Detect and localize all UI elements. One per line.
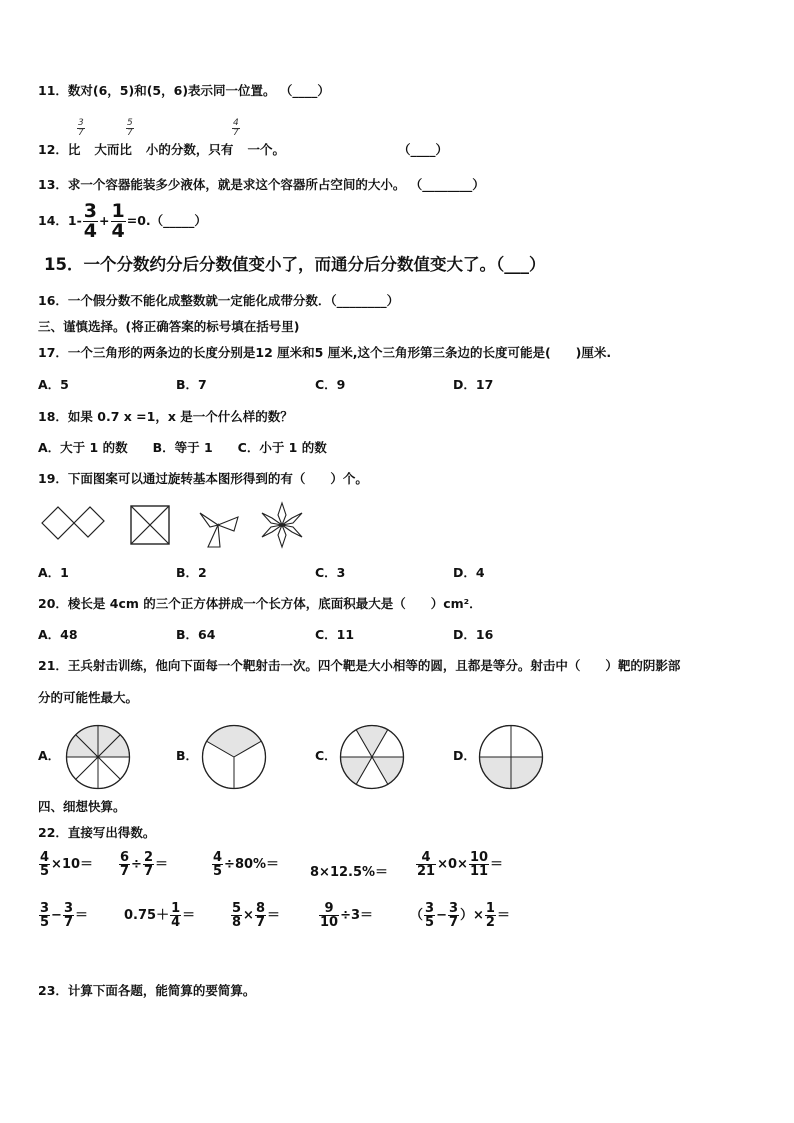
question-21-line-1: 21．王兵射击训练，他向下面每一个靶射击一次。四个靶是大小相等的圆，且都是等分。射击中（ ）靶的阴影部: [38, 658, 681, 673]
expr-8: $\frac{5}{8}$ × $\frac{8}{7}$ ＝: [232, 901, 281, 930]
question-12: 12．比 大而比 小的分数，只有 一个。: [38, 142, 285, 157]
option-19-c[interactable]: C．3: [315, 565, 346, 580]
target-a-8-parts: [65, 724, 131, 790]
fraction-4-7: $\frac{4}{7}$: [233, 118, 239, 138]
target-b-3-parts: [201, 724, 267, 790]
expr-5: $\frac{4}{21}$ ×0× $\frac{10}{11}$ ＝: [417, 850, 504, 879]
question-22: 22．直接写出得数。: [38, 825, 156, 840]
question-15: 15．一个分数约分后分数值变小了，而通分后分数值变大了。（___）: [44, 255, 546, 274]
expr-4: 8×12.5%＝: [310, 865, 389, 880]
question-23: 23．计算下面各题，能简算的要简算。: [38, 983, 256, 998]
option-20-a[interactable]: A．48: [38, 627, 78, 642]
expr-10: （ $\frac{3}{5}$ − $\frac{3}{7}$ ）× $\frac{1}{2}$ ＝: [410, 901, 510, 930]
folded-squares-figure: [40, 503, 106, 543]
option-17-d[interactable]: D．17: [453, 377, 494, 392]
fraction-5-7: $\frac{5}{7}$: [127, 118, 133, 138]
option-21-d-label[interactable]: D．: [453, 748, 476, 763]
question-17: 17．一个三角形的两条边的长度分别是12 厘米和5 厘米,这个三角形第三条边的长度可能是( )厘米.: [38, 345, 612, 360]
options-18[interactable]: A．大于 1 的数 B．等于 1 C．小于 1 的数: [38, 440, 327, 455]
target-c-6-parts: [339, 724, 405, 790]
expr-3: $\frac{4}{5}$ ÷80%＝: [213, 850, 280, 879]
option-19-b[interactable]: B．2: [176, 565, 207, 580]
question-21-line-2: 分的可能性最大。: [38, 690, 139, 705]
section-3-heading: 三、谨慎选择。(将正确答案的标号填在括号里): [38, 319, 300, 334]
question-14: 14．1- $\frac{3}{4}$ + $\frac{1}{4}$ =0.（_____）: [38, 200, 207, 242]
question-16: 16．一个假分数不能化成整数就一定能化成带分数．（________）: [38, 293, 400, 308]
question-20: 20．棱长是 4cm 的三个正方体拼成一个长方体，底面积最大是（ ）cm²．: [38, 596, 482, 611]
fraction-3-7: $\frac{3}{7}$: [78, 118, 84, 138]
option-20-d[interactable]: D．16: [453, 627, 494, 642]
answer-blank-12[interactable]: （____）: [398, 142, 449, 157]
expr-6: $\frac{3}{5}$ − $\frac{3}{7}$ ＝: [40, 901, 89, 930]
option-21-b-label[interactable]: B．: [176, 748, 199, 763]
option-19-a[interactable]: A．1: [38, 565, 69, 580]
expr-2: $\frac{6}{7}$ ÷ $\frac{2}{7}$ ＝: [120, 850, 169, 879]
option-20-b[interactable]: B．64: [176, 627, 216, 642]
expr-9: $\frac{9}{10}$ ÷3＝: [320, 901, 374, 930]
option-20-c[interactable]: C．11: [315, 627, 355, 642]
option-19-d[interactable]: D．4: [453, 565, 485, 580]
question-13: 13．求一个容器能装多少液体，就是求这个容器所占空间的大小。 （________）: [38, 177, 485, 192]
option-21-a-label[interactable]: A．: [38, 748, 61, 763]
question-19: 19．下面图案可以通过旋转基本图形得到的有（ ）个。: [38, 471, 368, 486]
crossed-square-figure: [130, 505, 170, 545]
option-21-c-label[interactable]: C．: [315, 748, 337, 763]
option-17-a[interactable]: A．5: [38, 377, 69, 392]
question-18: 18．如果 0.7 x =1，x 是一个什么样的数？: [38, 409, 293, 424]
expr-7: 0.75＋ $\frac{1}{4}$ ＝: [124, 901, 196, 930]
pinwheel-figure: [196, 505, 242, 549]
question-11: 11．数对(6，5)和(5，6)表示同一位置。 （____）: [38, 83, 330, 98]
star-figure: [259, 501, 305, 549]
section-4-heading: 四、细想快算。: [38, 799, 126, 814]
option-17-b[interactable]: B．7: [176, 377, 207, 392]
expr-1: $\frac{4}{5}$ ×10＝: [40, 850, 94, 879]
target-d-4-parts: [478, 724, 544, 790]
option-17-c[interactable]: C．9: [315, 377, 346, 392]
